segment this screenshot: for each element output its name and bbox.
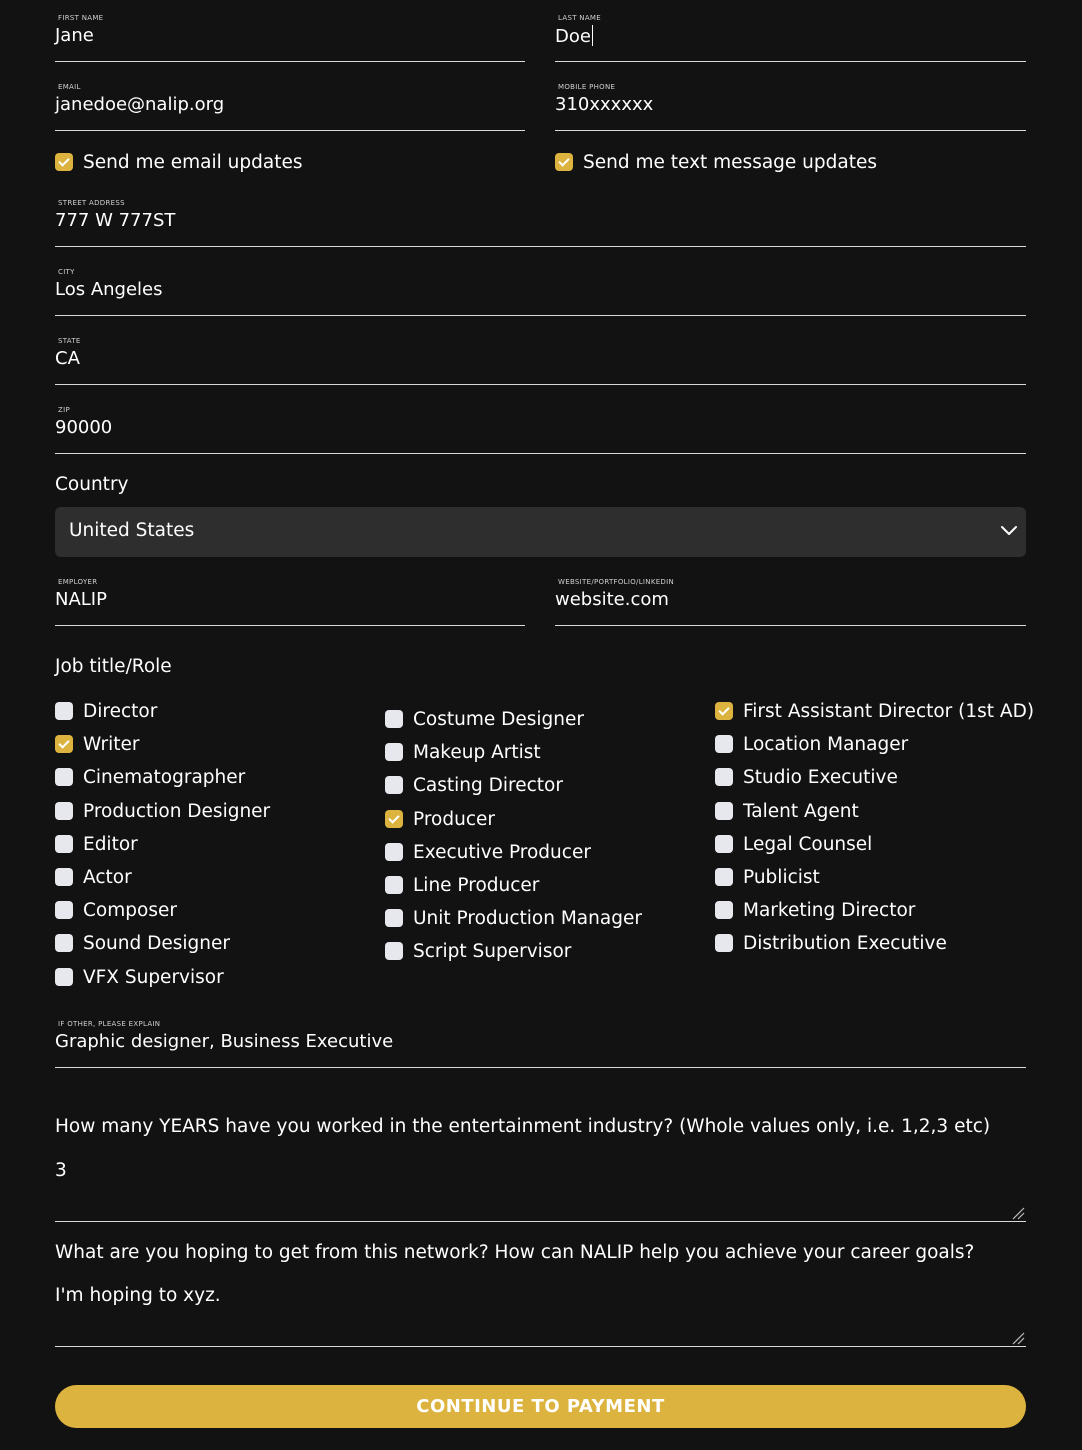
unchecked-box-icon[interactable] bbox=[385, 776, 403, 794]
checked-box-icon[interactable] bbox=[385, 810, 403, 828]
state-value[interactable]: CA bbox=[55, 348, 80, 369]
role-label[interactable]: Script Supervisor bbox=[413, 940, 572, 962]
role-checkbox-distribution-executive[interactable] bbox=[715, 932, 947, 954]
role-checkbox-first-assistant-director-1st-ad[interactable] bbox=[715, 700, 1034, 722]
role-checkbox-talent-agent[interactable] bbox=[715, 800, 859, 822]
job-title-heading: Job title/Role bbox=[55, 656, 172, 677]
unchecked-box-icon[interactable] bbox=[55, 802, 73, 820]
years-textarea[interactable] bbox=[55, 1150, 1026, 1222]
role-label[interactable]: Distribution Executive bbox=[743, 932, 947, 954]
checked-box-icon[interactable] bbox=[715, 702, 733, 720]
text-caret bbox=[592, 25, 593, 46]
unchecked-box-icon[interactable] bbox=[385, 942, 403, 960]
first-name-label: FIRST NAME bbox=[58, 14, 104, 22]
last-name-value[interactable]: Doe bbox=[555, 26, 591, 47]
role-checkbox-editor[interactable] bbox=[55, 833, 138, 855]
unchecked-box-icon[interactable] bbox=[55, 934, 73, 952]
country-select[interactable] bbox=[55, 507, 1026, 557]
email-updates-label[interactable]: Send me email updates bbox=[83, 151, 303, 173]
role-label[interactable]: Legal Counsel bbox=[743, 833, 873, 855]
website-field[interactable] bbox=[555, 574, 1026, 626]
resize-handle-icon[interactable] bbox=[1011, 1331, 1025, 1345]
city-value[interactable]: Los Angeles bbox=[55, 279, 163, 300]
unchecked-box-icon[interactable] bbox=[715, 735, 733, 753]
role-checkbox-cinematographer[interactable] bbox=[55, 766, 245, 788]
resize-handle-icon[interactable] bbox=[1011, 1206, 1025, 1220]
role-checkbox-studio-executive[interactable] bbox=[715, 766, 898, 788]
role-label[interactable]: Composer bbox=[83, 899, 177, 921]
role-checkbox-producer[interactable] bbox=[385, 808, 495, 830]
unchecked-box-icon[interactable] bbox=[55, 702, 73, 720]
zip-value[interactable]: 90000 bbox=[55, 417, 113, 438]
mobile-phone-field[interactable] bbox=[555, 79, 1026, 131]
unchecked-box-icon[interactable] bbox=[55, 835, 73, 853]
employer-field[interactable] bbox=[55, 574, 525, 626]
street-address-field[interactable] bbox=[55, 195, 1026, 247]
chevron-down-icon[interactable] bbox=[1000, 522, 1018, 540]
unchecked-box-icon[interactable] bbox=[385, 710, 403, 728]
role-checkbox-executive-producer[interactable] bbox=[385, 841, 591, 863]
role-label[interactable]: Director bbox=[83, 700, 158, 722]
unchecked-box-icon[interactable] bbox=[385, 876, 403, 894]
role-label[interactable]: Makeup Artist bbox=[413, 741, 541, 763]
role-checkbox-composer[interactable] bbox=[55, 899, 177, 921]
role-label[interactable]: Cinematographer bbox=[83, 766, 246, 788]
email-field[interactable] bbox=[55, 79, 525, 131]
role-label[interactable]: Writer bbox=[83, 733, 140, 755]
role-label[interactable]: Location Manager bbox=[743, 733, 909, 755]
last-name-label: LAST NAME bbox=[558, 14, 601, 22]
unchecked-box-icon[interactable] bbox=[385, 843, 403, 861]
role-checkbox-casting-director[interactable] bbox=[385, 774, 563, 796]
unchecked-box-icon[interactable] bbox=[715, 868, 733, 886]
role-checkbox-production-designer[interactable] bbox=[55, 800, 270, 822]
zip-field[interactable] bbox=[55, 402, 1026, 454]
city-field[interactable] bbox=[55, 264, 1026, 316]
email-value[interactable]: janedoe@nalip.org bbox=[55, 94, 225, 115]
role-label[interactable]: Studio Executive bbox=[743, 766, 898, 788]
role-checkbox-vfx-supervisor[interactable] bbox=[55, 966, 224, 988]
role-checkbox-sound-designer[interactable] bbox=[55, 932, 230, 954]
state-label: STATE bbox=[58, 337, 81, 345]
unchecked-box-icon[interactable] bbox=[385, 743, 403, 761]
role-label[interactable]: Casting Director bbox=[413, 774, 563, 796]
unchecked-box-icon[interactable] bbox=[715, 835, 733, 853]
years-question: How many YEARS have you worked in the entertainment industry? (Whole values only, i.e. 1,2,3 etc) bbox=[55, 1116, 991, 1137]
website-value[interactable]: website.com bbox=[555, 589, 669, 610]
role-checkbox-publicist[interactable] bbox=[715, 866, 820, 888]
unchecked-box-icon[interactable] bbox=[385, 909, 403, 927]
mobile-phone-value[interactable]: 310xxxxxx bbox=[555, 94, 654, 115]
email-updates-checkbox[interactable] bbox=[55, 151, 302, 173]
employer-label: EMPLOYER bbox=[58, 578, 98, 586]
role-label[interactable]: Publicist bbox=[743, 866, 820, 888]
text-updates-check-icon[interactable] bbox=[555, 153, 573, 171]
text-updates-checkbox[interactable] bbox=[555, 151, 877, 173]
mobile-phone-label: MOBILE PHONE bbox=[558, 83, 616, 91]
role-checkbox-costume-designer[interactable] bbox=[385, 708, 584, 730]
role-label[interactable]: Executive Producer bbox=[413, 841, 591, 863]
goals-value[interactable]: I'm hoping to xyz. bbox=[55, 1285, 221, 1306]
role-checkbox-unit-production-manager[interactable] bbox=[385, 907, 642, 929]
state-field[interactable] bbox=[55, 333, 1026, 385]
continue-to-payment-button[interactable]: CONTINUE TO PAYMENT bbox=[55, 1385, 1026, 1428]
years-value[interactable]: 3 bbox=[55, 1160, 67, 1181]
unchecked-box-icon[interactable] bbox=[55, 768, 73, 786]
role-label[interactable]: VFX Supervisor bbox=[83, 966, 224, 988]
role-label[interactable]: Line Producer bbox=[413, 874, 540, 896]
role-checkbox-legal-counsel[interactable] bbox=[715, 833, 872, 855]
goals-question: What are you hoping to get from this network? How can NALIP help you achieve your career goals? bbox=[55, 1242, 975, 1263]
role-label[interactable]: Actor bbox=[83, 866, 132, 888]
last-name-field[interactable] bbox=[555, 10, 1026, 62]
role-label[interactable]: Unit Production Manager bbox=[413, 907, 642, 929]
unchecked-box-icon[interactable] bbox=[715, 802, 733, 820]
goals-textarea[interactable] bbox=[55, 1275, 1026, 1347]
unchecked-box-icon[interactable] bbox=[715, 768, 733, 786]
city-label: CITY bbox=[58, 268, 75, 276]
zip-label: ZIP bbox=[58, 406, 70, 414]
last-name-value-wrap[interactable] bbox=[555, 25, 593, 47]
street-address-value[interactable]: 777 W 777ST bbox=[55, 210, 176, 231]
text-updates-label[interactable]: Send me text message updates bbox=[583, 151, 877, 173]
role-label[interactable]: Marketing Director bbox=[743, 899, 916, 921]
email-label: EMAIL bbox=[58, 83, 81, 91]
role-checkbox-location-manager[interactable] bbox=[715, 733, 908, 755]
role-checkbox-marketing-director[interactable] bbox=[715, 899, 915, 921]
unchecked-box-icon[interactable] bbox=[715, 934, 733, 952]
email-updates-check-icon[interactable] bbox=[55, 153, 73, 171]
unchecked-box-icon[interactable] bbox=[55, 901, 73, 919]
role-label[interactable]: First Assistant Director (1st AD) bbox=[743, 700, 1035, 722]
role-label[interactable]: Talent Agent bbox=[743, 800, 859, 822]
other-role-field[interactable] bbox=[55, 1016, 1026, 1068]
unchecked-box-icon[interactable] bbox=[55, 868, 73, 886]
first-name-value[interactable]: Jane bbox=[55, 25, 94, 46]
role-checkbox-script-supervisor[interactable] bbox=[385, 940, 571, 962]
role-checkbox-makeup-artist[interactable] bbox=[385, 741, 541, 763]
role-label[interactable]: Costume Designer bbox=[413, 708, 584, 730]
other-role-label: IF OTHER, PLEASE EXPLAIN bbox=[58, 1020, 161, 1028]
role-label[interactable]: Editor bbox=[83, 833, 138, 855]
role-checkbox-writer[interactable] bbox=[55, 733, 139, 755]
checked-box-icon[interactable] bbox=[55, 735, 73, 753]
role-label[interactable]: Sound Designer bbox=[83, 932, 230, 954]
other-role-value[interactable]: Graphic designer, Business Executive bbox=[55, 1031, 394, 1052]
role-label[interactable]: Producer bbox=[413, 808, 495, 830]
role-label[interactable]: Production Designer bbox=[83, 800, 271, 822]
employer-value[interactable]: NALIP bbox=[55, 589, 107, 610]
first-name-field[interactable] bbox=[55, 10, 525, 62]
role-checkbox-actor[interactable] bbox=[55, 866, 132, 888]
unchecked-box-icon[interactable] bbox=[55, 968, 73, 986]
role-checkbox-director[interactable] bbox=[55, 700, 157, 722]
role-checkbox-line-producer[interactable] bbox=[385, 874, 539, 896]
country-selected-value[interactable]: United States bbox=[69, 520, 195, 541]
website-label: WEBSITE/PORTFOLIO/LINKEDIN bbox=[558, 578, 675, 586]
country-heading: Country bbox=[55, 474, 129, 495]
street-address-label: STREET ADDRESS bbox=[58, 199, 125, 207]
unchecked-box-icon[interactable] bbox=[715, 901, 733, 919]
